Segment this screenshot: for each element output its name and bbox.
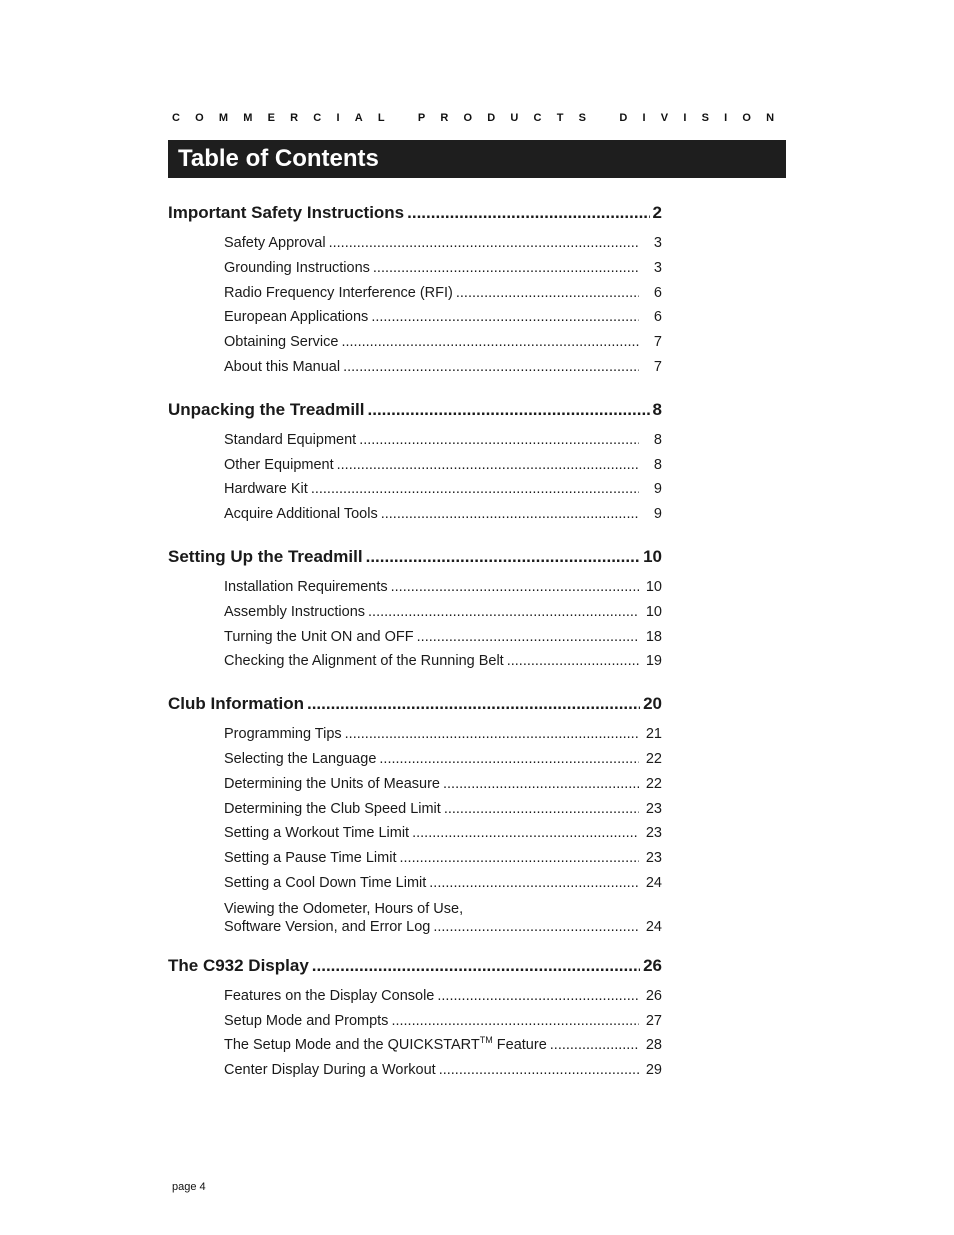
entry-label-group: [224, 797, 441, 822]
entry-label: Assembly Instructions: [224, 603, 366, 620]
section-title: Setting Up the Treadmill: [168, 546, 363, 566]
dot-leader: [343, 355, 639, 380]
entry-label-group: [224, 355, 340, 380]
section-heading: [168, 200, 662, 226]
dot-leader: [312, 953, 640, 979]
toc-entry: [224, 821, 662, 846]
section-page-number: 20: [643, 694, 662, 714]
toc-entry: [224, 428, 662, 453]
section-page-number: 2: [652, 203, 662, 222]
toc-section: [168, 953, 662, 1083]
entry-label: European Applications: [224, 309, 369, 326]
toc-entry: [224, 281, 662, 306]
section-title: Important Safety Instructions: [168, 203, 405, 222]
dot-leader: [550, 1033, 639, 1058]
dot-leader: [437, 984, 639, 1009]
section-heading: [168, 691, 662, 717]
entry-page-number: 23: [645, 800, 662, 817]
entry-label-group: [224, 984, 434, 1009]
entry-page-number: 21: [645, 726, 662, 743]
entry-label-group: [224, 649, 504, 674]
entry-label: Setting a Cool Down Time Limit: [224, 874, 427, 891]
toc-entry: [224, 305, 662, 330]
section-page-number: 26: [643, 955, 662, 975]
toc-section: [168, 544, 662, 674]
entry-label: Other Equipment: [224, 456, 334, 473]
entry-label-group: [224, 575, 388, 600]
entry-page-number: 22: [645, 750, 662, 767]
toc-entry: [224, 330, 662, 355]
entry-label-group: [224, 1009, 388, 1034]
entry-page-number: 22: [645, 775, 662, 792]
section-title: Unpacking the Treadmill: [168, 399, 365, 419]
entry-label: Software Version, and Error Log: [224, 918, 431, 935]
toc-section: [168, 200, 662, 380]
entry-label: Determining the Club Speed Limit: [224, 800, 441, 817]
toc-entry: [224, 896, 662, 936]
entry-page-number: 23: [645, 850, 662, 867]
entry-label-group: [224, 453, 334, 478]
entry-label-group: [224, 256, 370, 281]
entry-label: Turning the Unit ON and OFF: [224, 628, 414, 645]
entry-label: Grounding Instructions: [224, 259, 370, 276]
entry-page-number: 8: [653, 431, 662, 448]
toc-entry: [224, 600, 662, 625]
dot-leader: [345, 722, 639, 747]
toc-entry: [224, 231, 662, 256]
dot-leader: [412, 821, 639, 846]
toc-entry: [224, 575, 662, 600]
dot-leader: [381, 502, 639, 527]
entry-label-group: [224, 772, 440, 797]
entry-label-group: [224, 871, 426, 896]
toc-entry: [224, 1033, 662, 1058]
entry-page-number: 18: [645, 628, 662, 645]
entry-label-group: [224, 1033, 547, 1058]
dot-leader: [366, 544, 640, 570]
entry-label: Viewing the Odometer, Hours of Use,: [224, 900, 464, 917]
entry-label-group: [224, 428, 356, 453]
entry-page-number: 26: [645, 987, 662, 1004]
toc-entry: [224, 355, 662, 380]
dot-leader: [341, 330, 639, 355]
section-page-number: 10: [643, 546, 662, 566]
entry-page-number: 28: [645, 1037, 662, 1054]
dot-leader: [368, 397, 650, 423]
dot-leader: [417, 625, 639, 650]
dot-leader: [329, 231, 639, 256]
entry-page-number: 9: [653, 481, 662, 498]
dot-leader: [507, 649, 639, 674]
entry-page-number: 7: [653, 358, 662, 375]
section-title: The C932 Display: [168, 955, 309, 975]
dot-leader: [373, 256, 639, 281]
entry-label: Setting a Workout Time Limit: [224, 825, 410, 842]
entry-label-group: [224, 281, 453, 306]
dot-leader: [456, 281, 639, 306]
toc-entry: [224, 1009, 662, 1034]
toc-section: [168, 397, 662, 527]
table-of-contents: [168, 200, 662, 1100]
entry-page-number: 19: [645, 653, 662, 670]
entry-label: Center Display During a Workout: [224, 1062, 436, 1079]
title-bar: [168, 140, 786, 178]
dot-leader: [433, 918, 639, 936]
entry-page-number: 10: [645, 578, 662, 595]
trademark-mark: TM: [479, 1035, 493, 1046]
entry-label: Installation Requirements: [224, 578, 388, 595]
section-heading: [168, 397, 662, 423]
section-title: Club Information: [168, 694, 304, 714]
toc-entry: [224, 477, 662, 502]
dot-leader: [399, 846, 639, 871]
entry-label: Radio Frequency Interference (RFI): [224, 284, 453, 301]
dot-leader: [439, 1058, 639, 1083]
entry-label: Obtaining Service: [224, 334, 339, 351]
entry-page-number: 27: [645, 1012, 662, 1029]
entry-page-number: 7: [653, 334, 662, 351]
dot-leader: [337, 453, 639, 478]
entry-page-number: 24: [645, 918, 662, 935]
toc-entry: [224, 649, 662, 674]
entry-label-group: [224, 502, 378, 527]
entry-label-group: [224, 231, 326, 256]
dot-leader: [443, 772, 639, 797]
entry-label-group: [224, 747, 376, 772]
entry-label: Features on the Display Console: [224, 987, 435, 1004]
entry-label: About this Manual: [224, 358, 341, 375]
entry-page-number: 23: [645, 825, 662, 842]
toc-entry: [224, 625, 662, 650]
page-number: page 4: [172, 1181, 206, 1193]
dot-leader: [391, 1009, 639, 1034]
entry-page-number: 3: [653, 235, 662, 251]
entry-label: Setup Mode and Prompts: [224, 1012, 389, 1029]
toc-entry: [224, 1058, 662, 1083]
entry-label-group: [224, 1058, 436, 1083]
dot-leader: [379, 747, 639, 772]
entry-page-number: 10: [645, 603, 662, 620]
entry-page-number: 3: [653, 259, 662, 276]
entry-label-group: [224, 722, 342, 747]
section-heading: [168, 953, 662, 979]
toc-entry: [224, 871, 662, 896]
entry-label: Safety Approval: [224, 235, 326, 251]
entry-label: Checking the Alignment of the Running Belt: [224, 653, 504, 670]
entry-label-group: [224, 305, 368, 330]
entry-label-continuation: [224, 918, 662, 936]
entry-label: Selecting the Language: [224, 750, 377, 767]
toc-entry: [224, 256, 662, 281]
dot-leader: [311, 477, 639, 502]
entry-page-number: 24: [645, 874, 662, 891]
toc-entry: [224, 722, 662, 747]
entry-label: Determining the Units of Measure: [224, 775, 440, 792]
entry-label-group: [224, 600, 365, 625]
entry-page-number: 29: [645, 1062, 662, 1079]
dot-leader: [407, 200, 649, 226]
entry-label-group: [224, 821, 409, 846]
dot-leader: [391, 575, 639, 600]
dot-leader: [371, 305, 639, 330]
toc-section: [168, 691, 662, 936]
entry-label-group: [224, 846, 396, 871]
entry-page-number: 8: [653, 456, 662, 473]
entry-label: Hardware Kit: [224, 481, 308, 498]
dot-leader: [429, 871, 639, 896]
entry-label-group: [224, 477, 308, 502]
entry-label: Standard Equipment: [224, 431, 357, 448]
entry-label-group: [224, 330, 338, 355]
toc-entry: [224, 846, 662, 871]
dot-leader: [359, 428, 639, 453]
entry-page-number: 6: [653, 284, 662, 301]
toc-entry: [224, 502, 662, 527]
toc-entry: [224, 453, 662, 478]
entry-label: Acquire Additional Tools: [224, 506, 378, 523]
toc-entry: [224, 984, 662, 1009]
dot-leader: [444, 797, 639, 822]
entry-label: Setting a Pause Time Limit: [224, 850, 397, 867]
division-header: COMMERCIAL PRODUCTS DIVISION: [172, 112, 790, 124]
page-title: Table of Contents: [178, 145, 379, 172]
toc-entry: [224, 772, 662, 797]
dot-leader: [307, 691, 640, 717]
entry-label-suffix: Feature: [492, 1037, 547, 1054]
toc-entry: [224, 797, 662, 822]
entry-page-number: 9: [653, 506, 662, 523]
entry-label: The Setup Mode and the QUICKSTART: [224, 1037, 480, 1054]
toc-entry: [224, 747, 662, 772]
entry-label: Programming Tips: [224, 726, 342, 743]
entry-label-group: [224, 625, 414, 650]
section-heading: [168, 544, 662, 570]
entry-page-number: 6: [653, 309, 662, 326]
dot-leader: [368, 600, 639, 625]
section-page-number: 8: [652, 399, 662, 419]
